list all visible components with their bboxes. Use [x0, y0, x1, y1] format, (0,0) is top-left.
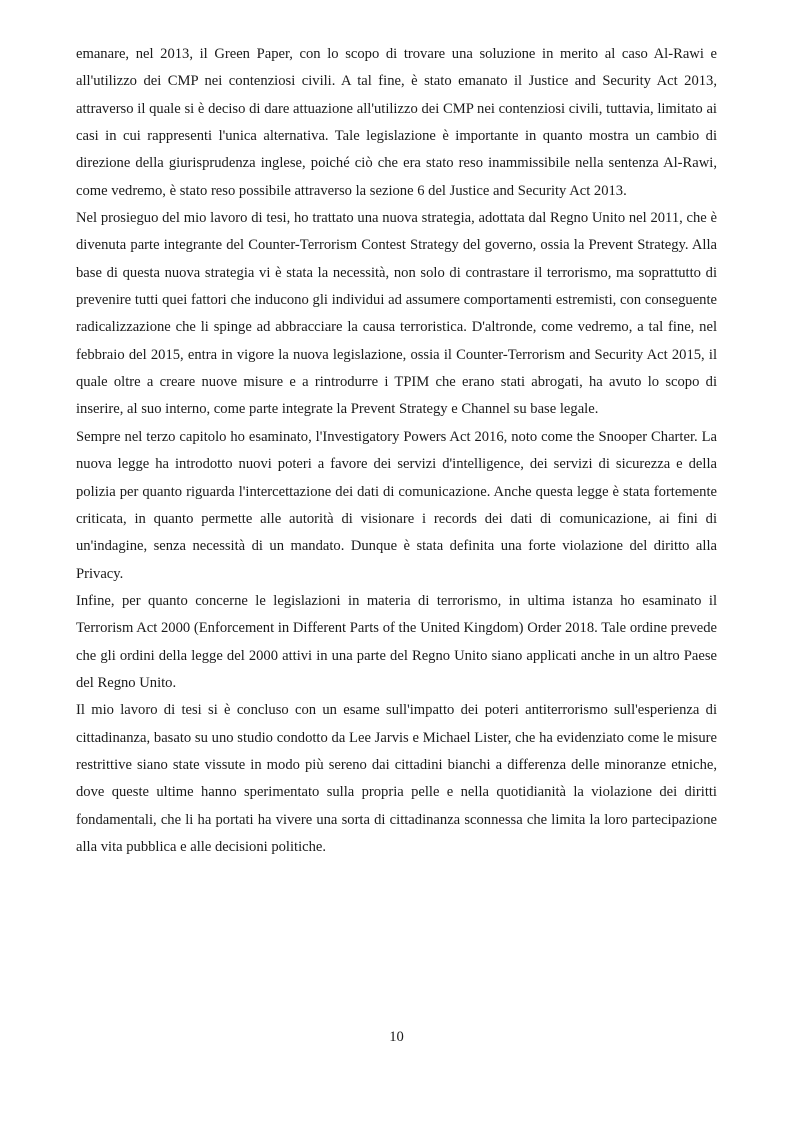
paragraph-1: emanare, nel 2013, il Green Paper, con lo scopo di trovare una soluzione in merito al caso Al-Rawi e all'utilizzo dei CMP nei contenziosi civili. A tal fine, è stato emanato il Justice and Security Act 2013, attraverso il quale si è deciso di dare attuazione all'utilizzo dei CMP nei contenziosi civili, tuttavia, limitato ai casi in cui rappresenti l'unica alternativa. Tale legislazione è importante in quanto mostra un cambio di direzione della giurisprudenza inglese, poiché ciò che era stato reso inammissibile nella sentenza Al-Rawi, come vedremo, è stato reso possibile attraverso la sezione 6 del Justice and Security Act 2013.	[76, 46, 717, 199]
paragraph-3: Sempre nel terzo capitolo ho esaminato, l'Investigatory Powers Act 2016, noto come the Snooper Charter. La nuova legge ha introdotto nuovi poteri a favore dei servizi d'intelligence, dei servizi di sicurezza e della polizia per quanto riguarda l'intercettazione dei dati di comunicazione. Anche questa legge è stata fortemente criticata, in quanto permette alle autorità di visionare i records dei dati di comunicazione, ai fini di un'indagine, senza necessità di un mandato. Dunque è stata definita una forte violazione del diritto alla Privacy.	[76, 428, 717, 582]
page-number: 10	[389, 1029, 404, 1045]
paragraph-2: Nel prosieguo del mio lavoro di tesi, ho trattato una nuova strategia, adottata dal Regno Unito nel 2011, che è divenuta parte integrante del Counter-Terrorism Contest Strategy del governo, ossia la Prevent Strategy. Alla base di questa nuova strategia vi è stata la necessità, non solo di contrastare il terrorismo, ma soprattutto di prevenire tutti quei fattori che inducono gli individui ad assumere comportamenti estremisti, con conseguente radicalizzazione che li spinge ad abbracciare la causa terroristica. D'altronde, come vedremo, a tal fine, nel febbraio del 2015, entra in vigore la nuova legislazione, ossia il Counter-Terrorism and Security Act 2015, il quale oltre a creare nuove misure e a rintrodurre i TPIM che erano stati abrogati, ha avuto lo scopo di inserire, al suo interno, come parte integrate la Prevent Strategy e Channel su base legale.	[76, 210, 717, 418]
paragraph-4: Infine, per quanto concerne le legislazioni in materia di terrorismo, in ultima istanza ho esaminato il Terrorism Act 2000 (Enforcement in Different Parts of the United Kingdom) Order 2018. Tale ordine prevede che gli ordini della legge del 2000 attivi in una parte del Regno Unito siano applicati anche in un altro Paese del Regno Unito.	[76, 592, 717, 691]
body-text	[76, 41, 717, 861]
paragraph-5: Il mio lavoro di tesi si è concluso con un esame sull'impatto dei poteri antiterrorismo sull'esperienza di cittadinanza, basato su uno studio condotto da Lee Jarvis e Michael Lister, che ha evidenziato come le misure restrittive siano state vissute in modo più sereno dai cittadini bianchi a differenza delle minoranze etniche, dove queste ultime hanno sperimentato sulla propria pelle e nella quotidianità la violazione dei diritti fondamentali, che li ha portati ha vivere una sorta di cittadinanza sconnessa che limita la loro partecipazione alla vita pubblica e alle decisioni politiche.	[76, 702, 717, 855]
